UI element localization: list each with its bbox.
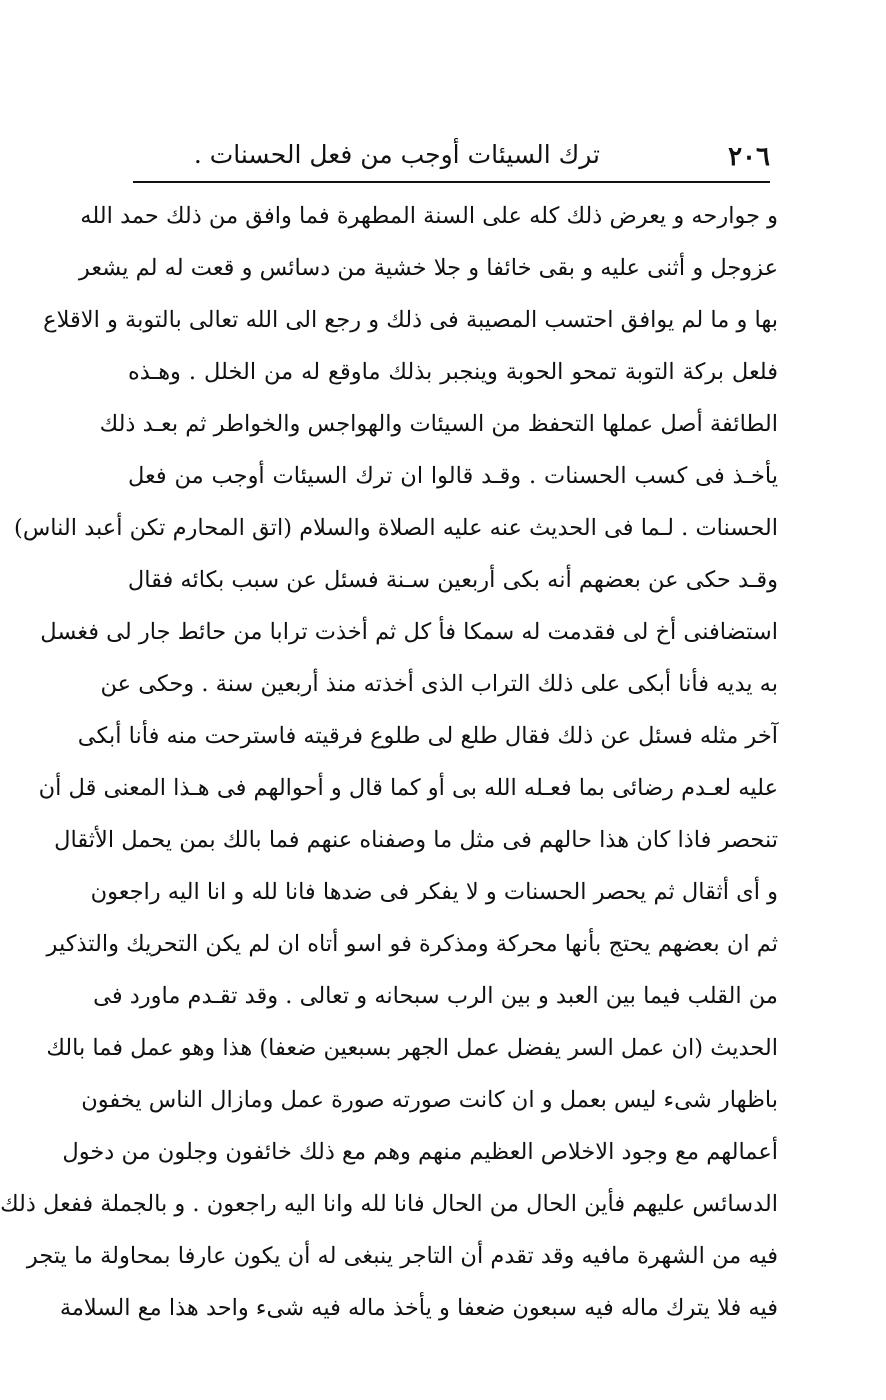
text-line: من القلب فيما بين العبد و بين الرب سبحانه و تعالى . وقد تقـدم ماورد فى [93, 983, 778, 1009]
text-line: وقـد حكى عن بعضهم أنه بكى أربعين سـنة فسئل عن سبب بكائه فقال [127, 567, 778, 593]
text-line: تنحصر فاذا كان هذا حالهم فى مثل ما وصفناه عنهم فما بالك بمن يحمل الأثقال [54, 827, 778, 853]
text-line: باظهار شىء ليس بعمل و ان كانت صورته صورة عمل ومازال الناس يخفون [81, 1087, 778, 1113]
running-head [130, 138, 770, 178]
header-rule [133, 181, 770, 183]
text-line: و جوارحه و يعرض ذلك كله على السنة المطهرة فما وافق من ذلك حمد الله [80, 203, 778, 229]
text-line: بها و ما لم يوافق احتسب المصيبة فى ذلك و رجع الى الله تعالى بالتوبة و الاقلاع [43, 307, 778, 333]
text-line: فيه فلا يترك ماله فيه سبعون ضعفا و يأخذ ماله فيه شىء واحد هذا مع السلامة [59, 1295, 778, 1321]
text-line: استضافنى أخ لى فقدمت له سمكا فأ كل ثم أخذت ترابا من حائط جار لى فغسل [40, 619, 778, 645]
text-line: به يديه فأنا أبكى على ذلك التراب الذى أخذته منذ أربعين سنة . وحكى عن [100, 671, 778, 697]
text-line: عليه لعـدم رضائى بما فعـله الله بى أو كما قال و أحوالهم فى هـذا المعنى قل أن [38, 775, 778, 801]
text-line: أعمالهم مع وجود الاخلاص العظيم منهم وهم مع ذلك خائفون وجلون من دخول [62, 1139, 778, 1165]
text-line: الدسائس عليهم فأين الحال من الحال فانا لله وانا اليه راجعون . و بالجملة ففعل ذلك [0, 1191, 778, 1217]
text-line: و أى أثقال ثم يحصر الحسنات و لا يفكر فى ضدها فانا لله و انا اليه راجعون [90, 879, 778, 905]
text-line: آخر مثله فسئل عن ذلك فقال طلع لى طلوع فرقيته فاسترحت منه فأنا أبكى [77, 723, 778, 749]
text-line: الحديث (ان عمل السر يفضل عمل الجهر بسبعين ضعفا) هذا وهو عمل فما بالك [46, 1035, 778, 1061]
page-number: ٢٠٦ [728, 142, 770, 172]
text-line: يأخـذ فى كسب الحسنات . وقـد قالوا ان ترك السيئات أوجب من فعل [128, 463, 778, 489]
text-line: الطائفة أصل عملها التحفظ من السيئات والهواجس والخواطر ثم بعـد ذلك [99, 411, 778, 437]
text-line: فيه من الشهرة مافيه وقد تقدم أن التاجر ينبغى له أن يكون عارفا بمحاولة ما يتجر [26, 1243, 778, 1269]
text-line: ثم ان بعضهم يحتج بأنها محركة ومذكرة فو اسو أتاه ان لم يكن التحريك والتذكير [46, 931, 778, 957]
text-line: الحسنات . لـما فى الحديث عنه عليه الصلاة والسلام (اتق المحارم تكن أعبد الناس) [14, 515, 778, 541]
text-line: فلعل بركة التوبة تمحو الحوبة وينجبر بذلك ماوقع له من الخلل . وهـذه [128, 359, 778, 385]
body-text [0, 190, 778, 1334]
running-title: ترك السيئات أوجب من فعل الحسنات . [193, 140, 600, 169]
text-line: عزوجل و أثنى عليه و بقى خائفا و جلا خشية من دسائس و قعت له لم يشعر [78, 255, 778, 281]
